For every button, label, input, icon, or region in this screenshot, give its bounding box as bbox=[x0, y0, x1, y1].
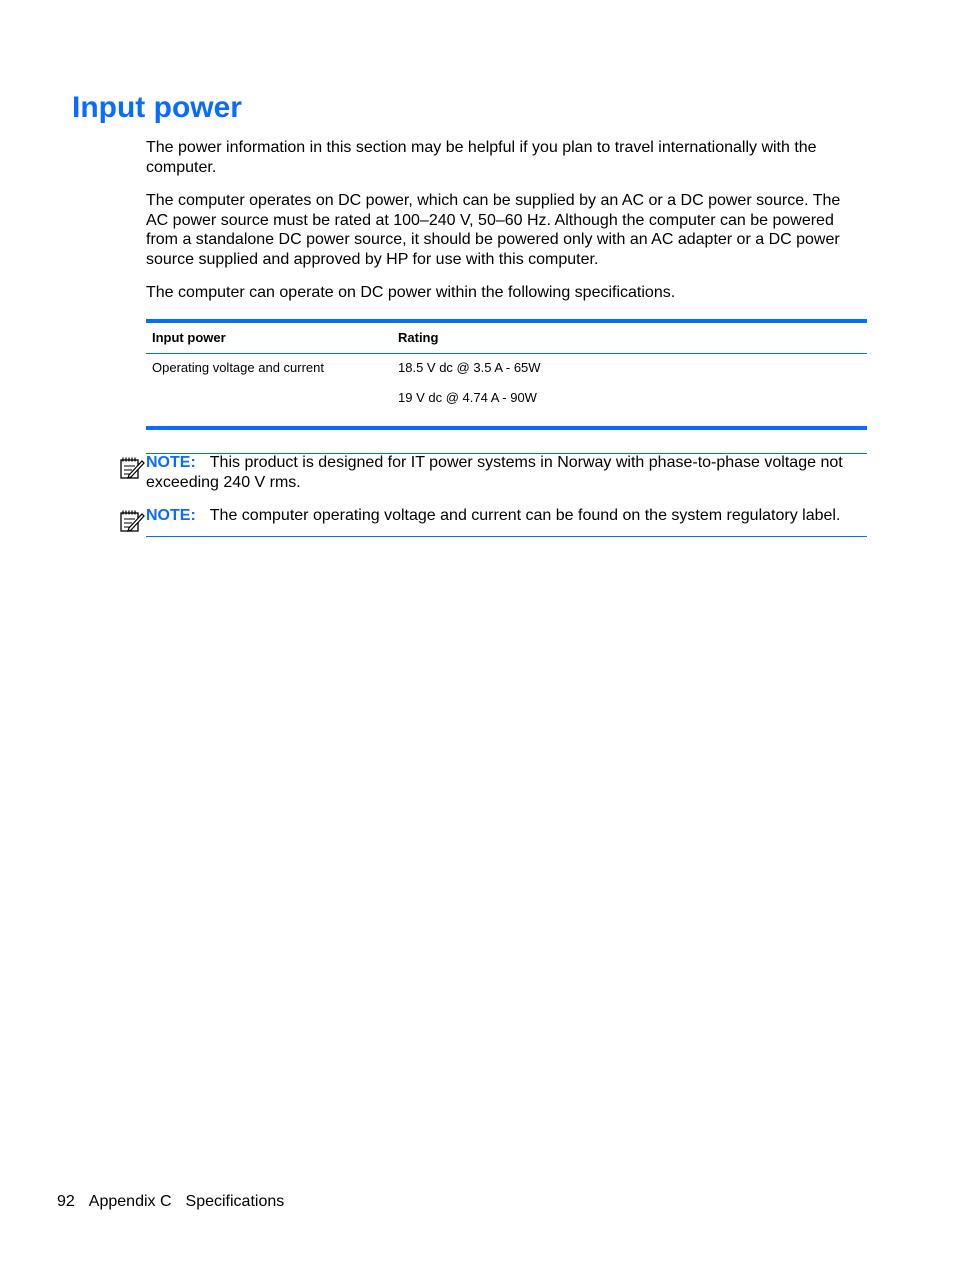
table-cell-rating bbox=[398, 360, 867, 420]
note-regulatory-label bbox=[146, 506, 867, 526]
input-power-table bbox=[146, 319, 867, 430]
page-footer bbox=[57, 1192, 298, 1211]
rating-value-65w: 18.5 V dc @ 3.5 A - 65W bbox=[398, 360, 541, 375]
page-number: 92 bbox=[57, 1193, 75, 1210]
page-title: Input power bbox=[72, 91, 242, 124]
table-cell-label: Operating voltage and current bbox=[152, 360, 324, 375]
note-text: The computer operating voltage and current can be found on the system regulatory label. bbox=[209, 507, 841, 524]
dc-power-paragraph: The computer operates on DC power, which can be supplied by an AC or a DC power source. The AC power source must be rated at 100–240 V, 50–60 Hz. Although the computer can be powered from a standalone DC power source, it should be powered only with an AC adapter or a DC power source supplied and approved by HP for use with this computer. bbox=[146, 192, 841, 268]
table-header-row bbox=[146, 323, 867, 354]
note-norway bbox=[146, 453, 867, 492]
note-label: NOTE: bbox=[146, 507, 196, 524]
rating-value-90w: 19 V dc @ 4.74 A - 90W bbox=[398, 390, 537, 405]
table-header-rating: Rating bbox=[398, 330, 439, 345]
note-pencil-icon bbox=[119, 509, 145, 533]
specs-intro-paragraph: The computer can operate on DC power within the following specifications. bbox=[146, 284, 676, 301]
table-header-input-power: Input power bbox=[152, 330, 226, 345]
table-row bbox=[146, 354, 867, 426]
note-label: NOTE: bbox=[146, 454, 196, 471]
footer-appendix: Appendix C bbox=[88, 1193, 172, 1210]
footer-section: Specifications bbox=[185, 1193, 285, 1210]
note-bottom-divider bbox=[146, 536, 867, 537]
note-pencil-icon bbox=[119, 456, 145, 480]
intro-paragraph: The power information in this section may be helpful if you plan to travel internationally with the computer. bbox=[146, 139, 817, 176]
note-text: This product is designed for IT power systems in Norway with phase-to-phase voltage not exceeding 240 V rms. bbox=[146, 454, 843, 491]
